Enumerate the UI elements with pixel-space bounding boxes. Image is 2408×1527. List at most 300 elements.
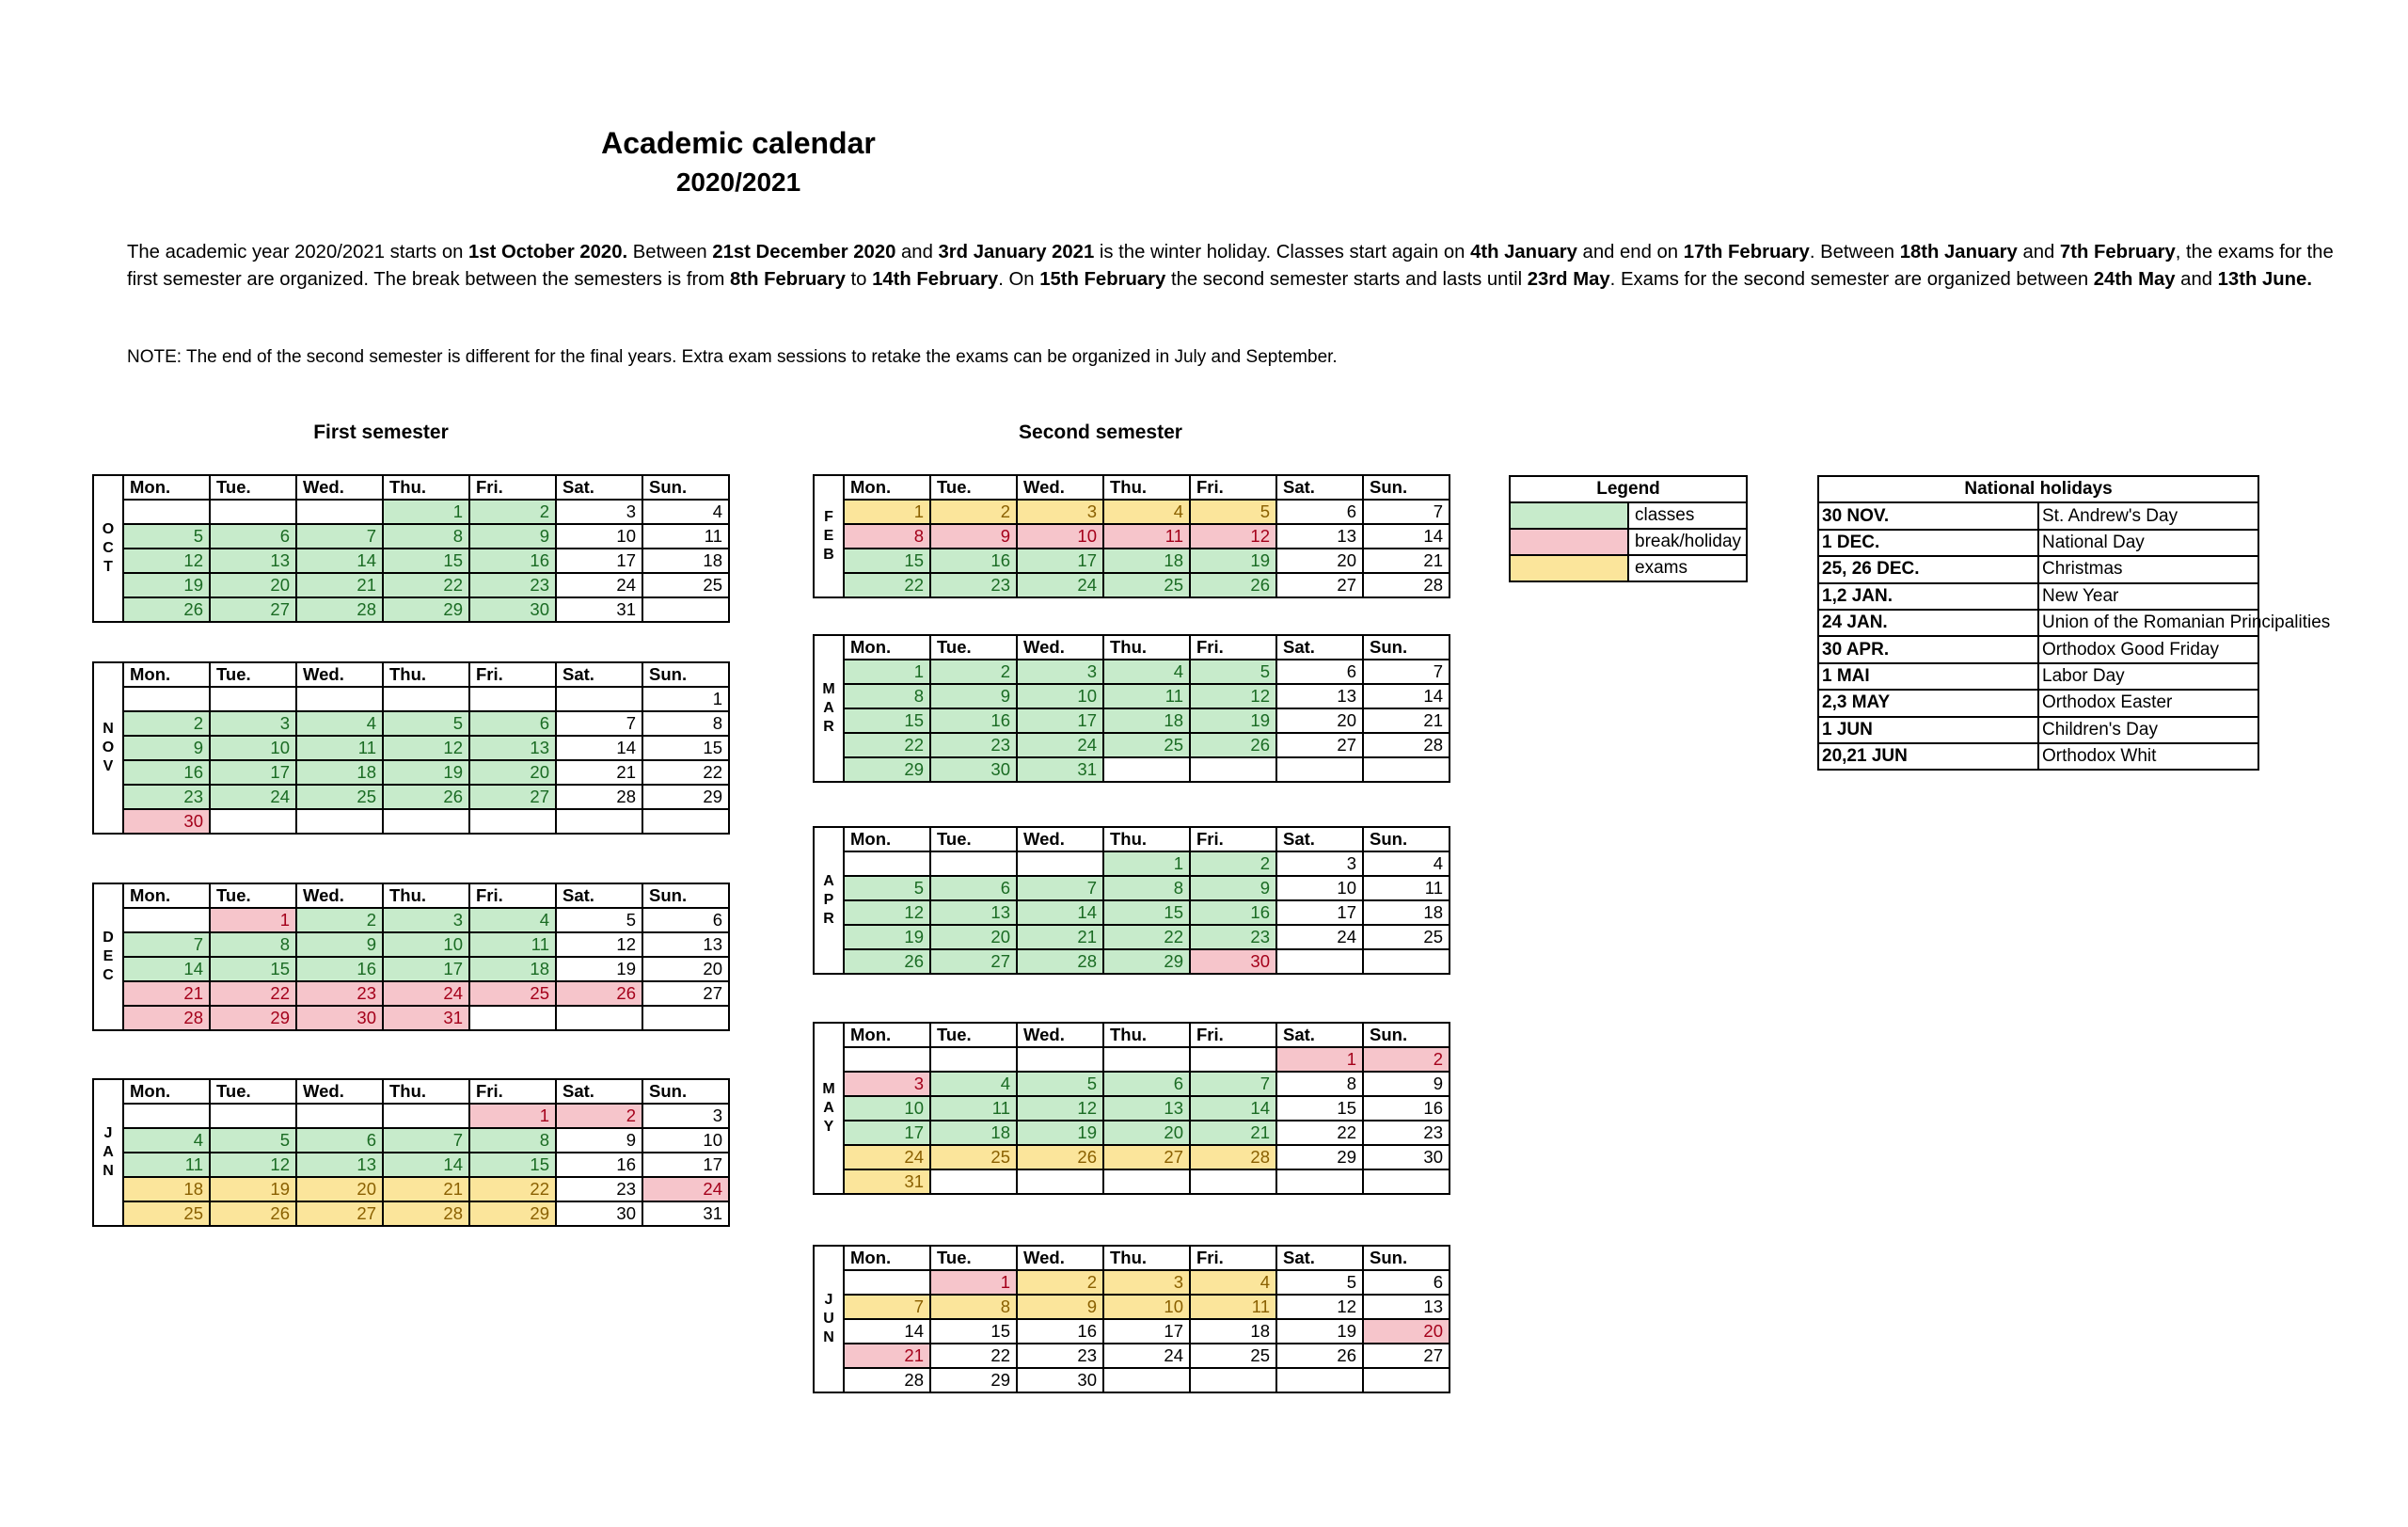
day-cell: 6	[469, 711, 556, 736]
empty-day-cell	[210, 500, 296, 524]
month-calendar-mar	[813, 634, 1450, 783]
day-cell: 15	[469, 1153, 556, 1177]
day-cell: 26	[1276, 1344, 1363, 1368]
day-cell: 14	[123, 957, 210, 981]
weekday-header: Mon.	[844, 827, 930, 851]
holidays-title: National holidays	[1818, 476, 2258, 502]
weekday-header: Wed.	[1017, 475, 1103, 500]
month-label: J U N	[814, 1246, 844, 1392]
empty-day-cell	[1276, 1368, 1363, 1392]
day-cell: 5	[1276, 1270, 1363, 1295]
day-cell: 1	[844, 660, 930, 684]
day-cell: 23	[1190, 925, 1276, 949]
empty-day-cell	[930, 1169, 1017, 1194]
day-cell: 29	[844, 757, 930, 782]
holiday-row	[1818, 502, 2258, 529]
empty-day-cell	[556, 1006, 642, 1030]
holiday-row	[1818, 583, 2258, 610]
day-cell: 1	[1103, 851, 1190, 876]
day-cell: 25	[642, 573, 729, 597]
day-cell: 4	[123, 1128, 210, 1153]
weekday-header: Sun.	[642, 1079, 729, 1104]
legend-label: classes	[1628, 502, 1747, 529]
empty-day-cell	[1276, 757, 1363, 782]
weekday-header-row	[814, 1246, 1450, 1270]
day-cell: 8	[844, 684, 930, 708]
day-cell: 31	[844, 1169, 930, 1194]
day-cell: 7	[123, 932, 210, 957]
empty-day-cell	[1017, 851, 1103, 876]
day-cell: 12	[123, 549, 210, 573]
holiday-name: Children's Day	[2038, 717, 2258, 743]
empty-day-cell	[123, 908, 210, 932]
empty-day-cell	[1103, 1169, 1190, 1194]
month-label: O C T	[93, 475, 123, 622]
week-row	[93, 760, 729, 785]
month-calendar-may	[813, 1022, 1450, 1195]
empty-day-cell	[123, 687, 210, 711]
empty-day-cell	[930, 851, 1017, 876]
weekday-header: Sat.	[1276, 635, 1363, 660]
day-cell: 13	[930, 900, 1017, 925]
weekday-header: Sun.	[1363, 1246, 1450, 1270]
legend-swatch	[1510, 555, 1628, 581]
day-cell: 25	[1363, 925, 1450, 949]
week-row	[93, 981, 729, 1006]
day-cell: 2	[469, 500, 556, 524]
day-cell: 22	[469, 1177, 556, 1201]
day-cell: 17	[1276, 900, 1363, 925]
day-cell: 28	[1017, 949, 1103, 974]
day-cell: 2	[296, 908, 383, 932]
day-cell: 6	[1276, 500, 1363, 524]
day-cell: 30	[1363, 1145, 1450, 1169]
day-cell: 1	[469, 1104, 556, 1128]
day-cell: 16	[930, 708, 1017, 733]
day-cell: 27	[210, 597, 296, 622]
day-cell: 25	[1190, 1344, 1276, 1368]
month-calendar-apr	[813, 826, 1450, 975]
holiday-row	[1818, 610, 2258, 636]
weekday-header: Fri.	[469, 883, 556, 908]
weekday-header: Mon.	[123, 883, 210, 908]
day-cell: 15	[844, 549, 930, 573]
weekday-header: Mon.	[844, 1246, 930, 1270]
day-cell: 17	[844, 1121, 930, 1145]
day-cell: 6	[1103, 1072, 1190, 1096]
weekday-header: Sun.	[642, 475, 729, 500]
day-cell: 12	[1190, 684, 1276, 708]
weekday-header: Thu.	[383, 475, 469, 500]
day-cell: 2	[1017, 1270, 1103, 1295]
day-cell: 21	[1190, 1121, 1276, 1145]
day-cell: 25	[1103, 733, 1190, 757]
weekday-header: Fri.	[469, 475, 556, 500]
day-cell: 2	[1363, 1047, 1450, 1072]
day-cell: 30	[930, 757, 1017, 782]
holiday-name: Labor Day	[2038, 663, 2258, 690]
weekday-header: Thu.	[383, 883, 469, 908]
day-cell: 22	[383, 573, 469, 597]
day-cell: 13	[1276, 684, 1363, 708]
empty-day-cell	[210, 809, 296, 834]
day-cell: 3	[210, 711, 296, 736]
empty-day-cell	[123, 500, 210, 524]
week-row	[93, 785, 729, 809]
weekday-header: Mon.	[123, 662, 210, 687]
first-semester-heading: First semester	[313, 422, 449, 443]
holiday-name: Orthodox Good Friday	[2038, 636, 2258, 662]
day-cell: 5	[123, 524, 210, 549]
weekday-header: Fri.	[469, 662, 556, 687]
day-cell: 20	[296, 1177, 383, 1201]
holiday-date: 30 NOV.	[1818, 502, 2038, 529]
week-row	[814, 1145, 1450, 1169]
weekday-header: Mon.	[123, 1079, 210, 1104]
day-cell: 19	[123, 573, 210, 597]
day-cell: 9	[1190, 876, 1276, 900]
day-cell: 1	[210, 908, 296, 932]
day-cell: 3	[1103, 1270, 1190, 1295]
empty-day-cell	[383, 687, 469, 711]
empty-day-cell	[642, 1006, 729, 1030]
holiday-date: 1 MAI	[1818, 663, 2038, 690]
weekday-header: Sat.	[556, 883, 642, 908]
day-cell: 15	[930, 1319, 1017, 1344]
empty-day-cell	[1363, 757, 1450, 782]
weekday-header: Fri.	[1190, 635, 1276, 660]
weekday-header: Wed.	[1017, 827, 1103, 851]
day-cell: 8	[642, 711, 729, 736]
empty-day-cell	[296, 1104, 383, 1128]
day-cell: 13	[1276, 524, 1363, 549]
day-cell: 7	[1363, 500, 1450, 524]
day-cell: 22	[844, 733, 930, 757]
note-text: NOTE: The end of the second semester is different for the final years. Extra exam sessions to retake the exams can be organized in July and September.	[127, 347, 1338, 367]
empty-day-cell	[1363, 1368, 1450, 1392]
empty-day-cell	[210, 1104, 296, 1128]
day-cell: 13	[642, 932, 729, 957]
day-cell: 2	[930, 500, 1017, 524]
legend-title: Legend	[1510, 476, 1747, 502]
month-calendar-nov	[92, 661, 730, 835]
day-cell: 19	[383, 760, 469, 785]
day-cell: 5	[1190, 660, 1276, 684]
holiday-name: Orthodox Whit	[2038, 743, 2258, 770]
day-cell: 20	[1276, 708, 1363, 733]
weekday-header: Mon.	[844, 1023, 930, 1047]
day-cell: 30	[556, 1201, 642, 1226]
holiday-name: Union of the Romanian Principalities	[2038, 610, 2258, 636]
day-cell: 3	[844, 1072, 930, 1096]
holiday-date: 1,2 JAN.	[1818, 583, 2038, 610]
week-row	[814, 660, 1450, 684]
day-cell: 10	[1103, 1295, 1190, 1319]
day-cell: 5	[383, 711, 469, 736]
day-cell: 15	[1103, 900, 1190, 925]
weekday-header: Sun.	[1363, 475, 1450, 500]
legend-swatch	[1510, 529, 1628, 555]
day-cell: 2	[556, 1104, 642, 1128]
week-row	[814, 1368, 1450, 1392]
day-cell: 30	[1190, 949, 1276, 974]
day-cell: 19	[1190, 549, 1276, 573]
day-cell: 8	[383, 524, 469, 549]
day-cell: 10	[1017, 684, 1103, 708]
day-cell: 4	[930, 1072, 1017, 1096]
week-row	[93, 573, 729, 597]
day-cell: 17	[642, 1153, 729, 1177]
day-cell: 28	[556, 785, 642, 809]
day-cell: 11	[642, 524, 729, 549]
week-row	[93, 549, 729, 573]
week-row	[93, 687, 729, 711]
weekday-header: Sun.	[1363, 635, 1450, 660]
day-cell: 8	[469, 1128, 556, 1153]
day-cell: 10	[844, 1096, 930, 1121]
legend-swatch	[1510, 502, 1628, 529]
weekday-header: Sat.	[1276, 827, 1363, 851]
weekday-header: Thu.	[1103, 827, 1190, 851]
empty-day-cell	[296, 809, 383, 834]
holiday-name: National Day	[2038, 530, 2258, 556]
day-cell: 30	[469, 597, 556, 622]
holiday-row	[1818, 636, 2258, 662]
weekday-header: Sun.	[642, 883, 729, 908]
day-cell: 24	[556, 573, 642, 597]
day-cell: 28	[296, 597, 383, 622]
weekday-header: Tue.	[930, 827, 1017, 851]
week-row	[93, 500, 729, 524]
month-label: J A N	[93, 1079, 123, 1226]
day-cell: 25	[296, 785, 383, 809]
day-cell: 26	[1190, 733, 1276, 757]
weekday-header: Thu.	[1103, 1023, 1190, 1047]
week-row	[93, 1153, 729, 1177]
weekday-header: Thu.	[1103, 635, 1190, 660]
day-cell: 10	[210, 736, 296, 760]
weekday-header-row	[814, 1023, 1450, 1047]
weekday-header: Tue.	[210, 1079, 296, 1104]
empty-day-cell	[1190, 1169, 1276, 1194]
month-calendar-feb	[813, 474, 1450, 598]
day-cell: 22	[1276, 1121, 1363, 1145]
day-cell: 4	[1363, 851, 1450, 876]
day-cell: 9	[123, 736, 210, 760]
day-cell: 23	[296, 981, 383, 1006]
day-cell: 19	[1017, 1121, 1103, 1145]
week-row	[814, 1270, 1450, 1295]
weekday-header: Tue.	[210, 475, 296, 500]
day-cell: 27	[1103, 1145, 1190, 1169]
week-row	[814, 684, 1450, 708]
holiday-date: 25, 26 DEC.	[1818, 556, 2038, 582]
week-row	[93, 908, 729, 932]
day-cell: 19	[210, 1177, 296, 1201]
day-cell: 17	[556, 549, 642, 573]
holiday-name: New Year	[2038, 583, 2258, 610]
weekday-header: Tue.	[210, 883, 296, 908]
weekday-header: Sun.	[1363, 1023, 1450, 1047]
day-cell: 15	[383, 549, 469, 573]
weekday-header: Sat.	[1276, 475, 1363, 500]
day-cell: 12	[383, 736, 469, 760]
empty-day-cell	[642, 809, 729, 834]
holiday-row	[1818, 530, 2258, 556]
day-cell: 18	[469, 957, 556, 981]
day-cell: 13	[1103, 1096, 1190, 1121]
holiday-name: Orthodox Easter	[2038, 690, 2258, 716]
day-cell: 30	[123, 809, 210, 834]
month-label: M A Y	[814, 1023, 844, 1194]
week-row	[814, 1169, 1450, 1194]
day-cell: 6	[642, 908, 729, 932]
day-cell: 5	[1190, 500, 1276, 524]
day-cell: 9	[930, 524, 1017, 549]
weekday-header: Sat.	[556, 662, 642, 687]
day-cell: 17	[383, 957, 469, 981]
day-cell: 9	[1363, 1072, 1450, 1096]
weekday-header: Wed.	[1017, 635, 1103, 660]
empty-day-cell	[469, 809, 556, 834]
month-label: N O V	[93, 662, 123, 834]
day-cell: 23	[123, 785, 210, 809]
week-row	[814, 1072, 1450, 1096]
weekday-header: Mon.	[844, 475, 930, 500]
day-cell: 23	[556, 1177, 642, 1201]
day-cell: 13	[1363, 1295, 1450, 1319]
week-row	[93, 1201, 729, 1226]
day-cell: 1	[383, 500, 469, 524]
day-cell: 16	[930, 549, 1017, 573]
day-cell: 21	[844, 1344, 930, 1368]
empty-day-cell	[930, 1047, 1017, 1072]
holiday-date: 20,21 JUN	[1818, 743, 2038, 770]
day-cell: 26	[556, 981, 642, 1006]
week-row	[814, 733, 1450, 757]
day-cell: 20	[1276, 549, 1363, 573]
weekday-header-row	[814, 827, 1450, 851]
day-cell: 3	[383, 908, 469, 932]
holiday-date: 1 DEC.	[1818, 530, 2038, 556]
national-holidays-table	[1817, 475, 2331, 771]
day-cell: 27	[1276, 573, 1363, 597]
week-row	[93, 957, 729, 981]
day-cell: 20	[469, 760, 556, 785]
day-cell: 3	[642, 1104, 729, 1128]
day-cell: 10	[556, 524, 642, 549]
day-cell: 6	[296, 1128, 383, 1153]
day-cell: 12	[1017, 1096, 1103, 1121]
week-row	[93, 1128, 729, 1153]
day-cell: 29	[642, 785, 729, 809]
day-cell: 14	[1017, 900, 1103, 925]
weekday-header-row	[93, 662, 729, 687]
day-cell: 6	[930, 876, 1017, 900]
day-cell: 8	[210, 932, 296, 957]
day-cell: 9	[556, 1128, 642, 1153]
weekday-header: Fri.	[469, 1079, 556, 1104]
day-cell: 14	[844, 1319, 930, 1344]
day-cell: 12	[1190, 524, 1276, 549]
day-cell: 15	[210, 957, 296, 981]
day-cell: 27	[1363, 1344, 1450, 1368]
day-cell: 6	[210, 524, 296, 549]
day-cell: 7	[844, 1295, 930, 1319]
weekday-header: Wed.	[296, 662, 383, 687]
empty-day-cell	[844, 1270, 930, 1295]
day-cell: 4	[296, 711, 383, 736]
day-cell: 20	[1363, 1319, 1450, 1344]
week-row	[814, 757, 1450, 782]
day-cell: 8	[930, 1295, 1017, 1319]
weekday-header: Tue.	[930, 1023, 1017, 1047]
week-row	[93, 597, 729, 622]
day-cell: 28	[844, 1368, 930, 1392]
weekday-header: Tue.	[930, 635, 1017, 660]
day-cell: 22	[642, 760, 729, 785]
day-cell: 26	[383, 785, 469, 809]
empty-day-cell	[1103, 1368, 1190, 1392]
weekday-header: Sat.	[1276, 1246, 1363, 1270]
weekday-header: Fri.	[1190, 1246, 1276, 1270]
day-cell: 14	[1190, 1096, 1276, 1121]
day-cell: 21	[556, 760, 642, 785]
week-row	[93, 524, 729, 549]
day-cell: 24	[210, 785, 296, 809]
day-cell: 28	[1363, 733, 1450, 757]
day-cell: 6	[1363, 1270, 1450, 1295]
empty-day-cell	[123, 1104, 210, 1128]
day-cell: 26	[1017, 1145, 1103, 1169]
day-cell: 22	[210, 981, 296, 1006]
empty-day-cell	[1276, 949, 1363, 974]
day-cell: 31	[642, 1201, 729, 1226]
day-cell: 18	[123, 1177, 210, 1201]
intro-paragraph: The academic year 2020/2021 starts on 1st October 2020. Between 21st December 2020 and 3rd January 2021 is the winter holiday. Classes start again on 4th January and end on 17th February. Between 18th January and 7th February, the exams for the first semester are organized. The break between the semesters is from 8th February to 14th February. On 15th February the second semester starts and lasts until 23rd May. Exams for the second semester are organized between 24th May and 13th June.	[127, 242, 2334, 290]
day-cell: 5	[844, 876, 930, 900]
day-cell: 20	[642, 957, 729, 981]
day-cell: 19	[556, 957, 642, 981]
day-cell: 10	[383, 932, 469, 957]
week-row	[814, 876, 1450, 900]
empty-day-cell	[1103, 757, 1190, 782]
day-cell: 13	[210, 549, 296, 573]
day-cell: 19	[1190, 708, 1276, 733]
day-cell: 11	[930, 1096, 1017, 1121]
day-cell: 18	[1103, 549, 1190, 573]
day-cell: 24	[844, 1145, 930, 1169]
day-cell: 11	[1363, 876, 1450, 900]
weekday-header: Thu.	[383, 662, 469, 687]
day-cell: 17	[1017, 549, 1103, 573]
weekday-header: Sat.	[556, 1079, 642, 1104]
month-label: A P R	[814, 827, 844, 974]
weekday-header: Thu.	[383, 1079, 469, 1104]
empty-day-cell	[642, 597, 729, 622]
day-cell: 10	[1017, 524, 1103, 549]
day-cell: 5	[556, 908, 642, 932]
holiday-date: 30 APR.	[1818, 636, 2038, 662]
day-cell: 7	[556, 711, 642, 736]
empty-day-cell	[1190, 1368, 1276, 1392]
month-label: M A R	[814, 635, 844, 782]
empty-day-cell	[383, 809, 469, 834]
day-cell: 9	[930, 684, 1017, 708]
week-row	[814, 925, 1450, 949]
day-cell: 19	[1276, 1319, 1363, 1344]
day-cell: 23	[930, 733, 1017, 757]
